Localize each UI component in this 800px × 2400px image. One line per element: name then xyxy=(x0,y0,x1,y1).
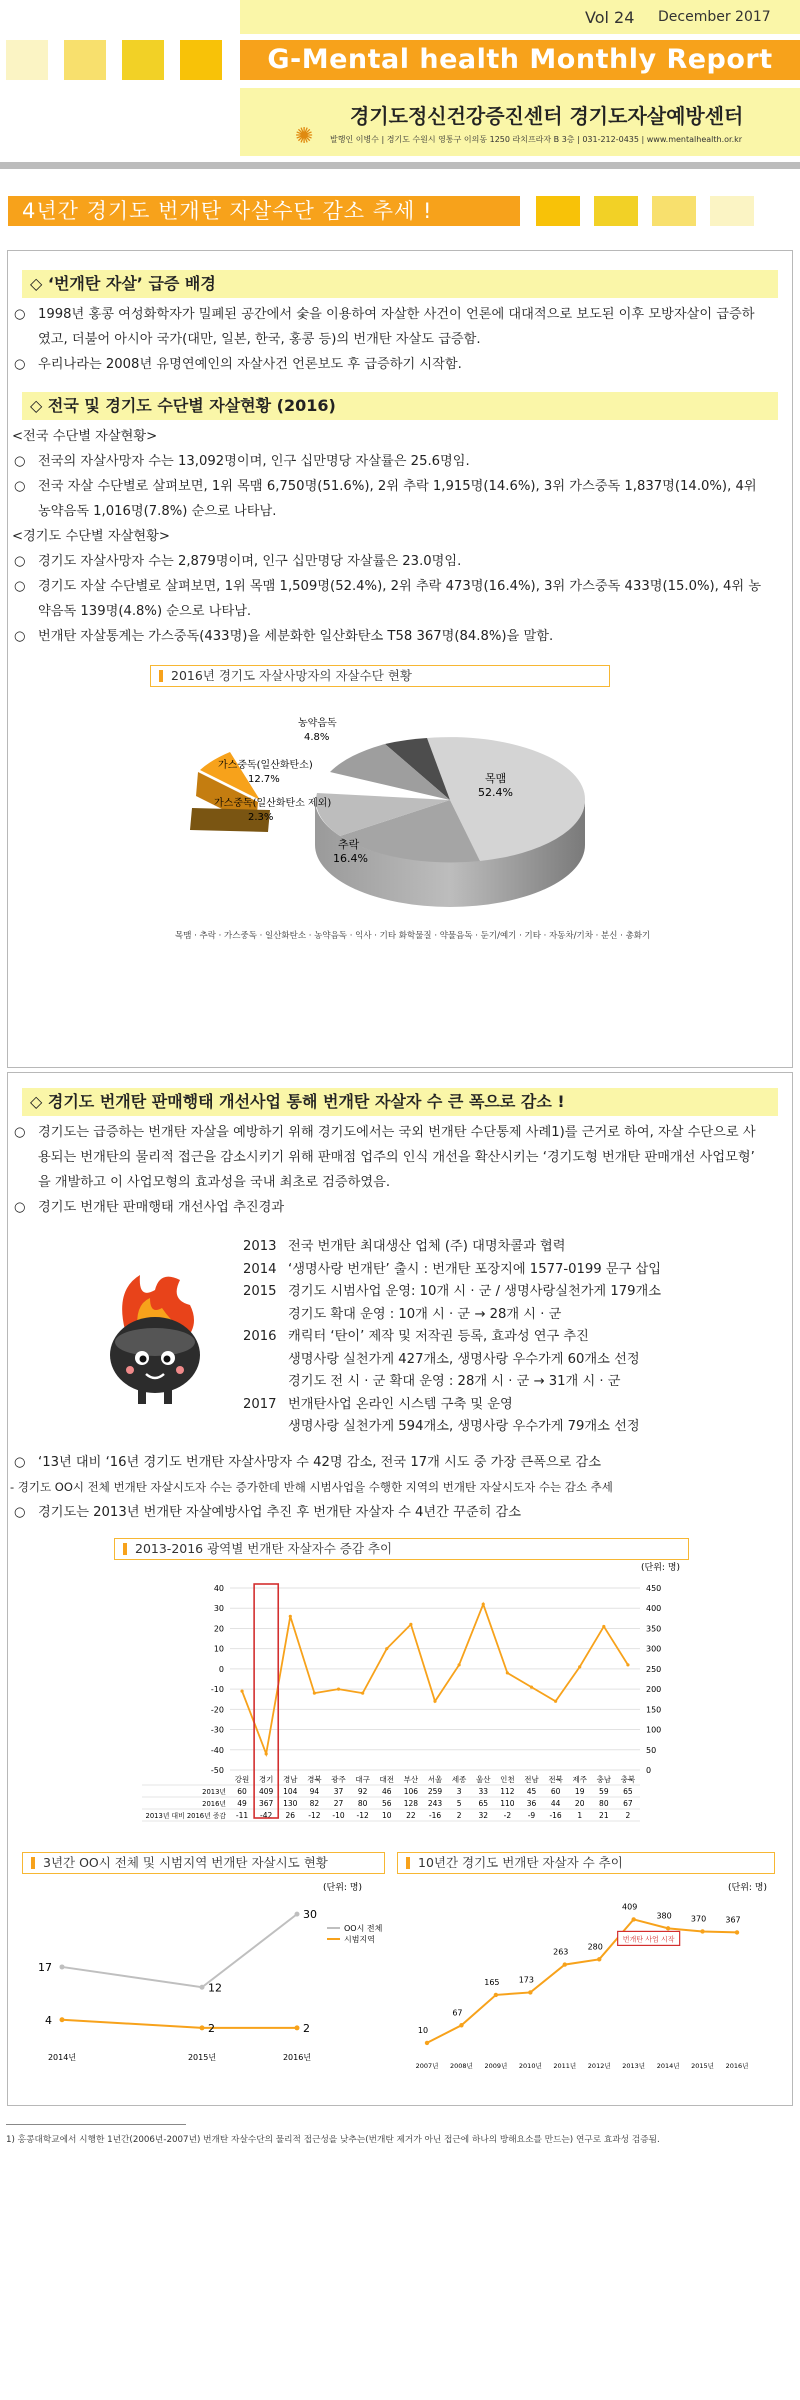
data-label: 4 xyxy=(45,2013,52,2027)
regional-line-chart xyxy=(140,1560,700,1830)
pie-label: 2.3% xyxy=(248,812,274,823)
timeline-year xyxy=(243,1371,288,1394)
y-tick-right: 400 xyxy=(646,1604,662,1614)
table-cell: 5 xyxy=(456,1799,462,1808)
table-cell: 92 xyxy=(357,1787,368,1796)
table-cell: 44 xyxy=(550,1799,561,1808)
data-label: 280 xyxy=(587,1942,603,1952)
table-cell: 128 xyxy=(403,1799,419,1808)
table-cell: -16 xyxy=(549,1811,562,1820)
data-label: 30 xyxy=(303,1908,317,1922)
table-cell: -2 xyxy=(503,1811,512,1820)
deco-square xyxy=(6,40,48,80)
y-tick-right: 100 xyxy=(646,1725,662,1735)
data-label: 263 xyxy=(553,1947,569,1957)
series-line xyxy=(427,1919,737,2043)
table-cell: 26 xyxy=(285,1811,296,1820)
x-tick: 2016년 xyxy=(725,2062,749,2070)
data-point xyxy=(666,1926,670,1930)
y-tick-left: -20 xyxy=(210,1705,224,1715)
x-tick: 2016년 xyxy=(282,2053,312,2062)
series-line xyxy=(62,2020,297,2028)
timeline-year: 2014 xyxy=(243,1261,277,1277)
data-point xyxy=(530,1685,533,1688)
volume-bar xyxy=(240,0,800,34)
bullet-subtext: - 경기도 OO시 전체 번개탄 자살시도자 수는 증가한데 반해 시범사업을 수행한 지역의 번개탄 자살시도자 수는 감소 추세 xyxy=(10,1480,613,1494)
volume-number: Vol 24 xyxy=(585,8,635,27)
bullet-text: 경기도 자살 수단별로 살펴보면, 1위 목맴 1,509명(52.4%), 2위 추락 473명(16.4%), 3위 가스중독 433명(15.0%), 4위 농 xyxy=(38,579,762,594)
y-tick-left: 10 xyxy=(213,1644,224,1654)
data-point xyxy=(494,1993,498,1997)
center-logo-icon: ✺ xyxy=(295,124,314,149)
timeline-year xyxy=(243,1304,288,1327)
table-cell: 60 xyxy=(550,1787,561,1796)
table-cell: 3 xyxy=(456,1787,462,1796)
pie-label: 목맴 xyxy=(485,772,507,785)
bullet-text: 경기도는 급증하는 번개탄 자살을 예방하기 위해 경기도에서는 국외 번개탄 수단통제 사례1)를 근거로 하여, 자살 수단으로 사 xyxy=(38,1125,756,1140)
chart-unit: (단위: 명) xyxy=(323,1883,362,1893)
table-cell: 19 xyxy=(574,1787,585,1796)
timeline-text: 생명사랑 실천가게 594개소, 생명사랑 우수가게 79개소 선정 xyxy=(288,1419,640,1434)
data-point xyxy=(626,1663,629,1666)
series-line xyxy=(242,1604,628,1754)
table-header-cell: 제주 xyxy=(572,1775,587,1784)
data-point xyxy=(735,1930,739,1934)
data-point xyxy=(409,1623,412,1626)
x-tick: 2012년 xyxy=(587,2062,611,2070)
table-cell: 56 xyxy=(381,1799,392,1808)
table-header-cell: 세종 xyxy=(451,1775,467,1784)
series-line xyxy=(62,1914,297,1987)
table-header-cell: 전남 xyxy=(524,1775,539,1784)
data-point xyxy=(459,2023,463,2027)
y-tick-right: 300 xyxy=(646,1644,662,1654)
table-header-cell: 대구 xyxy=(355,1775,370,1784)
chart-unit: (단위: 명) xyxy=(641,1563,680,1573)
bullet-text: 을 개발하고 이 사업모형의 효과성을 국내 최초로 검증하였음. xyxy=(38,1175,391,1190)
timeline-row xyxy=(243,1259,661,1282)
data-point xyxy=(289,1615,292,1618)
legend-label: 시범지역 xyxy=(344,1935,375,1944)
deco-square xyxy=(536,196,580,226)
paragraph: ○ ‘13년 대비 ‘16년 경기도 번개탄 자살사망자 수 42명 감소, 전국 17개 시도 중 가장 큰폭으로 감소 - 경기도 OO시 전체 번개탄 자살시도자 수는 증가한데 반해 시범사업을 수행한 지역의 번개탄 자살시도자 수는 감소 추세 ○ 경기도는 2013년 번개탄 자살예방사업 추진 후 번개탄 자살자 수 4년간 꾸준히 감소 xyxy=(14,1450,784,1525)
table-cell: 27 xyxy=(333,1799,344,1808)
x-tick: 2009년 xyxy=(484,2062,508,2070)
timeline-text: 캐릭터 ‘탄이’ 제작 및 저작권 등록, 효과성 연구 추진 xyxy=(288,1329,589,1344)
data-point xyxy=(578,1665,581,1668)
table-cell: 33 xyxy=(478,1787,489,1796)
bullet-text: 농약음독 1,016명(7.8%) 순으로 나타남. xyxy=(38,504,277,519)
timeline-text: 번개탄사업 온라인 시스템 구축 및 운영 xyxy=(288,1396,513,1412)
table-header-cell: 전북 xyxy=(548,1775,563,1784)
table-header-cell: 강원 xyxy=(234,1775,250,1784)
table-cell: 45 xyxy=(526,1787,537,1796)
table-cell: 37 xyxy=(333,1787,344,1796)
bullet-text: 였고, 더불어 아시아 국가(대만, 일본, 한국, 홍콩 등)의 번개탄 자살도 급증함. xyxy=(38,332,481,347)
data-point xyxy=(425,2041,429,2045)
data-label: 380 xyxy=(656,1911,672,1921)
timeline-row xyxy=(243,1281,661,1304)
bullet-text: 번개탄 자살통계는 가스중독(433명)을 세분화한 일산화탄소 T58 367명(84.8%)을 말함. xyxy=(38,629,554,644)
data-label: 67 xyxy=(452,2008,463,2018)
table-cell: 32 xyxy=(478,1811,489,1820)
timeline-text: 경기도 확대 운영 : 10개 시 · 군 → 28개 시 · 군 xyxy=(288,1306,562,1322)
y-tick-left: -50 xyxy=(210,1766,224,1775)
table-cell: 367 xyxy=(259,1799,274,1808)
table-cell: 67 xyxy=(623,1799,633,1808)
table-header-cell: 부산 xyxy=(403,1775,419,1784)
data-point xyxy=(631,1917,635,1921)
table-cell: 259 xyxy=(427,1787,443,1796)
table-cell: 46 xyxy=(381,1787,392,1796)
pie-chart-title: 2016년 경기도 자살사망자의 자살수단 현황 xyxy=(150,665,610,687)
data-point xyxy=(700,1929,704,1933)
table-header-cell: 인천 xyxy=(500,1775,515,1784)
publisher-info: 발행인 이병수 | 경기도 수원시 영통구 이의동 1250 라치프라자 B 3층 | 031-212-0435 | www.mentalhealth.or.kr xyxy=(330,135,743,144)
y-tick-left: 0 xyxy=(218,1664,224,1674)
table-cell: -11 xyxy=(235,1811,249,1820)
section-heading: ◇ ‘번개탄 자살’ 급증 배경 xyxy=(22,270,778,298)
data-point xyxy=(433,1700,436,1703)
bullet-text: 용되는 번개탄의 물리적 접근을 감소시키기 위해 판매점 업주의 인식 개선을 확산시키는 ‘경기도형 번개탄 판매개선 사업모형’ xyxy=(38,1150,755,1165)
bullet-text: 경기도는 2013년 번개탄 자살예방사업 추진 후 번개탄 자살자 수 4년간 꾸준히 감소 xyxy=(38,1505,521,1520)
data-point xyxy=(200,1985,205,1990)
timeline-text: 경기도 시범사업 운영: 10개 시 · 군 / 생명사랑실천가게 179개소 xyxy=(288,1284,662,1299)
table-cell: 22 xyxy=(406,1811,416,1820)
table-cell: 82 xyxy=(309,1799,320,1808)
table-cell: 2 xyxy=(456,1811,462,1820)
organization-name: 경기도정신건강증진센터 경기도자살예방센터 xyxy=(350,104,744,128)
timeline-text: ‘생명사랑 번개탄’ 출시 : 번개탄 포장지에 1577-0199 문구 삽입 xyxy=(288,1261,662,1277)
timeline-year: 2016 xyxy=(243,1329,277,1344)
table-header-cell: 충남 xyxy=(596,1775,612,1784)
x-tick: 2008년 xyxy=(450,2062,473,2070)
table-header-cell: 충북 xyxy=(620,1775,636,1784)
data-point xyxy=(313,1692,316,1695)
timeline-row xyxy=(243,1394,661,1417)
table-cell: 243 xyxy=(427,1799,443,1808)
table-header-cell: 광주 xyxy=(331,1775,346,1784)
timeline-row xyxy=(243,1304,661,1327)
x-tick: 2014년 xyxy=(47,2053,77,2062)
table-cell: 1 xyxy=(577,1811,583,1820)
data-label: 173 xyxy=(518,1975,534,1985)
deco-square xyxy=(122,40,164,80)
data-point xyxy=(506,1671,509,1674)
table-cell: 409 xyxy=(259,1787,274,1796)
organization-box xyxy=(240,88,800,156)
table-cell: 20 xyxy=(574,1799,585,1808)
main-headline: 4년간 경기도 번개탄 자살수단 감소 추세 ! xyxy=(8,196,520,226)
issue-date: December 2017 xyxy=(658,9,771,25)
y-tick-right: 450 xyxy=(646,1584,662,1593)
data-label: 2 xyxy=(303,2021,310,2035)
data-point xyxy=(385,1647,388,1650)
data-point xyxy=(361,1692,364,1695)
data-point xyxy=(482,1603,485,1606)
report-header xyxy=(0,0,800,170)
x-tick: 2015년 xyxy=(187,2053,217,2062)
table-cell: 130 xyxy=(283,1799,298,1808)
timeline-year: 2013 xyxy=(243,1239,277,1254)
table-cell: 21 xyxy=(599,1811,609,1820)
timeline-year xyxy=(243,1349,288,1372)
data-label: 370 xyxy=(690,1914,707,1924)
annotation-label: 번개탄 사업 시작 xyxy=(622,1935,675,1944)
table-cell: -42 xyxy=(260,1811,273,1820)
deco-square xyxy=(64,40,106,80)
sub-heading: <전국 수단별 자살현황> xyxy=(12,429,158,444)
x-tick: 2015년 xyxy=(691,2062,714,2070)
table-cell: 110 xyxy=(500,1799,515,1808)
x-tick: 2014년 xyxy=(656,2062,680,2070)
data-point xyxy=(597,1957,601,1961)
data-label: 165 xyxy=(484,1977,500,1987)
data-point xyxy=(337,1688,340,1691)
table-cell: 65 xyxy=(478,1799,489,1808)
deco-square xyxy=(710,196,754,226)
bullet-text: 우리나라는 2008년 유명연예인의 자살사건 언론보도 후 급증하기 시작함. xyxy=(38,357,462,372)
header-divider xyxy=(0,162,800,169)
city-line-chart xyxy=(22,1876,392,2076)
chart-title: 2013-2016 광역별 번개탄 자살자수 증감 추이 xyxy=(114,1538,689,1560)
y-tick-right: 250 xyxy=(646,1664,662,1674)
data-point xyxy=(295,1912,300,1917)
pie-label: 추락 xyxy=(338,838,360,851)
table-row-label: 2013년 xyxy=(202,1788,226,1796)
pie-label: 16.4% xyxy=(333,852,368,865)
y-tick-left: -30 xyxy=(210,1725,224,1735)
x-tick: 2013년 xyxy=(622,2062,646,2070)
y-tick-left: 30 xyxy=(213,1604,224,1614)
y-tick-right: 200 xyxy=(646,1685,662,1695)
y-tick-right: 0 xyxy=(646,1766,652,1775)
footnote: 1) 홍콩대학교에서 시행한 1년간(2006년-2007년) 번개탄 자살수단의 물리적 접근성을 낮추는(번개탄 제거가 아닌 접근에 하나의 방해요소를 만드는) 연구로 효과성 검증됨. xyxy=(6,2135,660,2145)
data-point xyxy=(60,2017,65,2022)
pie-label: 농약음독 xyxy=(298,718,337,729)
table-cell: -10 xyxy=(332,1811,345,1820)
pie-label: 52.4% xyxy=(478,786,513,799)
table-cell: 59 xyxy=(599,1787,609,1796)
y-tick-left: -40 xyxy=(210,1745,224,1755)
deco-square xyxy=(180,40,222,80)
timeline-row xyxy=(243,1349,661,1372)
table-cell: -16 xyxy=(428,1811,442,1820)
table-cell: 80 xyxy=(357,1799,368,1808)
timeline-year xyxy=(243,1416,288,1439)
data-point xyxy=(528,1990,532,1994)
data-label: 409 xyxy=(622,1902,638,1912)
table-row-label: 2016년 xyxy=(202,1800,226,1808)
y-tick-left: -10 xyxy=(210,1685,224,1695)
bullet-text: 약음독 139명(4.8%) 순으로 나타남. xyxy=(38,604,252,619)
chart-unit: (단위: 명) xyxy=(728,1883,767,1893)
legend-label: OO시 전체 xyxy=(344,1924,383,1933)
timeline-text: 생명사랑 실천가게 427개소, 생명사랑 우수가게 60개소 선정 xyxy=(288,1351,640,1367)
sub-heading: <경기도 수단별 자살현황> xyxy=(12,529,170,544)
data-point xyxy=(458,1663,461,1666)
timeline-text: 경기도 전 시 · 군 확대 운영 : 28개 시 · 군 → 31개 시 · 군 xyxy=(288,1374,621,1389)
table-cell: 112 xyxy=(500,1787,515,1796)
mascot-tani-icon xyxy=(100,1270,210,1410)
x-tick: 2011년 xyxy=(553,2062,577,2070)
footnote-divider xyxy=(6,2124,186,2125)
data-point xyxy=(563,1962,567,1966)
pie-legend: 목맴 · 추락 · 가스중독 · 일산화탄소 · 농약음독 · 익사 · 기타 화학물질 · 약물음독 · 둔기/예기 · 기타 · 자동차/기차 · 분신 · 총화기 xyxy=(175,931,651,941)
deco-square xyxy=(652,196,696,226)
data-label: 10 xyxy=(417,2025,429,2035)
decade-line-chart xyxy=(397,1876,777,2076)
table-cell: 104 xyxy=(283,1787,298,1796)
timeline-year: 2017 xyxy=(243,1396,277,1412)
table-cell: -9 xyxy=(527,1811,536,1820)
data-point xyxy=(200,2025,205,2030)
timeline-year: 2015 xyxy=(243,1284,277,1299)
y-tick-left: 40 xyxy=(213,1584,224,1593)
pie-label: 4.8% xyxy=(304,732,330,743)
section-heading: ◇ 경기도 번개탄 판매행태 개선사업 통해 번개탄 자살자 수 큰 폭으로 감소 ! xyxy=(22,1088,778,1116)
table-cell: 65 xyxy=(623,1787,633,1796)
data-point xyxy=(295,2025,300,2030)
data-label: 12 xyxy=(208,1981,222,1995)
chart-title: 3년간 OO시 전체 및 시범지역 번개탄 자살시도 현황 xyxy=(22,1852,385,1874)
timeline xyxy=(243,1236,661,1439)
paragraph: ○ 경기도는 급증하는 번개탄 자살을 예방하기 위해 경기도에서는 국외 번개탄 수단통제 사례1)를 근거로 하여, 자살 수단으로 사 용되는 번개탄의 물리적 접근을 감소시키기 위해 판매점 업주의 인식 개선을 확산시키는 ‘경기도형 번개탄 판매개선 사업모형’ 을 개발하고 이 사업모형의 효과성을 국내 최초로 검증하였음. ○ 경기도 번개탄 판매행태 개선사업 추진경과 xyxy=(14,1125,756,1215)
table-cell: -12 xyxy=(356,1811,369,1820)
timeline-row xyxy=(243,1371,661,1394)
data-point xyxy=(60,1964,65,1969)
chart-title: 10년간 경기도 번개탄 자살자 수 추이 xyxy=(397,1852,775,1874)
table-cell: 106 xyxy=(403,1787,419,1796)
deco-square xyxy=(594,196,638,226)
table-header-cell: 울산 xyxy=(475,1775,491,1784)
y-tick-left: 20 xyxy=(213,1624,224,1634)
timeline-text: 전국 번개탄 최대생산 업체 (주) 대명차콜과 협력 xyxy=(288,1239,566,1254)
table-cell: 2 xyxy=(625,1811,631,1820)
table-cell: 10 xyxy=(381,1811,392,1820)
bullet-text: 경기도 번개탄 판매행태 개선사업 추진경과 xyxy=(38,1200,285,1215)
table-cell: 94 xyxy=(309,1787,320,1796)
data-point xyxy=(240,1690,243,1693)
table-row-label: 2013년 대비 2016년 증감 xyxy=(145,1812,226,1820)
paragraph: ○ 1998년 홍콩 여성화학자가 밀폐된 공간에서 숯을 이용하여 자살한 사건이 언론에 대대적으로 보도된 이후 모방자살이 급증하 였고, 더불어 아시아 국가(대만, 일본, 한국, 홍콩 등)의 번개탄 자살도 급증함. ○ 우리나라는 2008년 유명연예인의 자살사건 언론보도 후 급증하기 시작함. xyxy=(14,307,755,372)
table-cell: 49 xyxy=(237,1799,247,1808)
data-label: 2 xyxy=(208,2021,215,2035)
x-tick: 2007년 xyxy=(415,2062,439,2070)
table-header-cell: 서울 xyxy=(427,1775,443,1784)
table-header-cell: 경남 xyxy=(283,1775,298,1784)
data-point xyxy=(602,1625,605,1628)
y-tick-right: 50 xyxy=(646,1745,657,1755)
table-header-cell: 대전 xyxy=(379,1775,395,1784)
table-header-cell: 경북 xyxy=(307,1775,322,1784)
y-tick-right: 350 xyxy=(646,1624,662,1634)
timeline-row xyxy=(243,1236,661,1259)
table-cell: 80 xyxy=(599,1799,609,1808)
bullet-text: 경기도 자살사망자 수는 2,879명이며, 인구 십만명당 자살률은 23.0명임. xyxy=(38,554,462,569)
report-title: G-Mental health Monthly Report xyxy=(240,40,800,80)
table-cell: 60 xyxy=(237,1787,247,1796)
bullet-text: 전국의 자살사망자 수는 13,092명이며, 인구 십만명당 자살률은 25.6명임. xyxy=(38,454,470,469)
timeline-row xyxy=(243,1416,661,1439)
section-heading: ◇ 전국 및 경기도 수단별 자살현황 (2016) xyxy=(22,392,778,420)
table-cell: 36 xyxy=(526,1799,537,1808)
data-point xyxy=(554,1700,557,1703)
data-point xyxy=(265,1752,268,1755)
bullet-text: 전국 자살 수단별로 살펴보면, 1위 목맴 6,750명(51.6%), 2위 추락 1,915명(14.6%), 3위 가스중독 1,837명(14.0%), 4위 xyxy=(38,479,757,494)
y-tick-right: 150 xyxy=(646,1705,662,1715)
data-label: 17 xyxy=(38,1960,52,1974)
table-header-cell: 경기 xyxy=(258,1775,274,1784)
pie-label: 12.7% xyxy=(248,774,280,785)
bullet-text: 1998년 홍콩 여성화학자가 밀폐된 공간에서 숯을 이용하여 자살한 사건이 언론에 대대적으로 보도된 이후 모방자살이 급증하 xyxy=(38,307,755,322)
data-label: 367 xyxy=(725,1915,741,1925)
pie-label: 가스중독(일산화탄소) xyxy=(218,760,313,771)
x-tick: 2010년 xyxy=(518,2062,542,2070)
pie-chart xyxy=(180,690,600,920)
bullet-text: ‘13년 대비 ‘16년 경기도 번개탄 자살사망자 수 42명 감소, 전국 17개 시도 중 가장 큰폭으로 감소 xyxy=(38,1455,601,1470)
table-cell: -12 xyxy=(308,1811,321,1820)
timeline-row xyxy=(243,1326,661,1349)
pie-label: 가스중독(일산화탄소 제외) xyxy=(214,798,332,809)
paragraph: <전국 수단별 자살현황> ○ 전국의 자살사망자 수는 13,092명이며, 인구 십만명당 자살률은 25.6명임. ○ 전국 자살 수단별로 살펴보면, 1위 목맴 6,750명(51.6%), 2위 추락 1,915명(14.6%), 3위 가스중독 1,837명(14.0%), 4위 농약음독 1,016명(7.8%) 순으로 나타남. <경기도 수단별 자살현황> ○ 경기도 자살사망자 수는 2,879명이며, 인구 십만명당 자살률은 23.0명임. ○ 경기도 자살 수단별로 살펴보면, 1위 목맴 1,509명(52.4%), 2위 추락 473명(16.4%), 3위 가스중독 433명(15.0%), 4위 농 약음독 139명(4.8%) 순으로 나타남. ○ 번개탄 자살통계는 가스중독(433명)을 세분화한 일산화탄소 T58 367명(84.8%)을 말함. xyxy=(14,424,784,649)
